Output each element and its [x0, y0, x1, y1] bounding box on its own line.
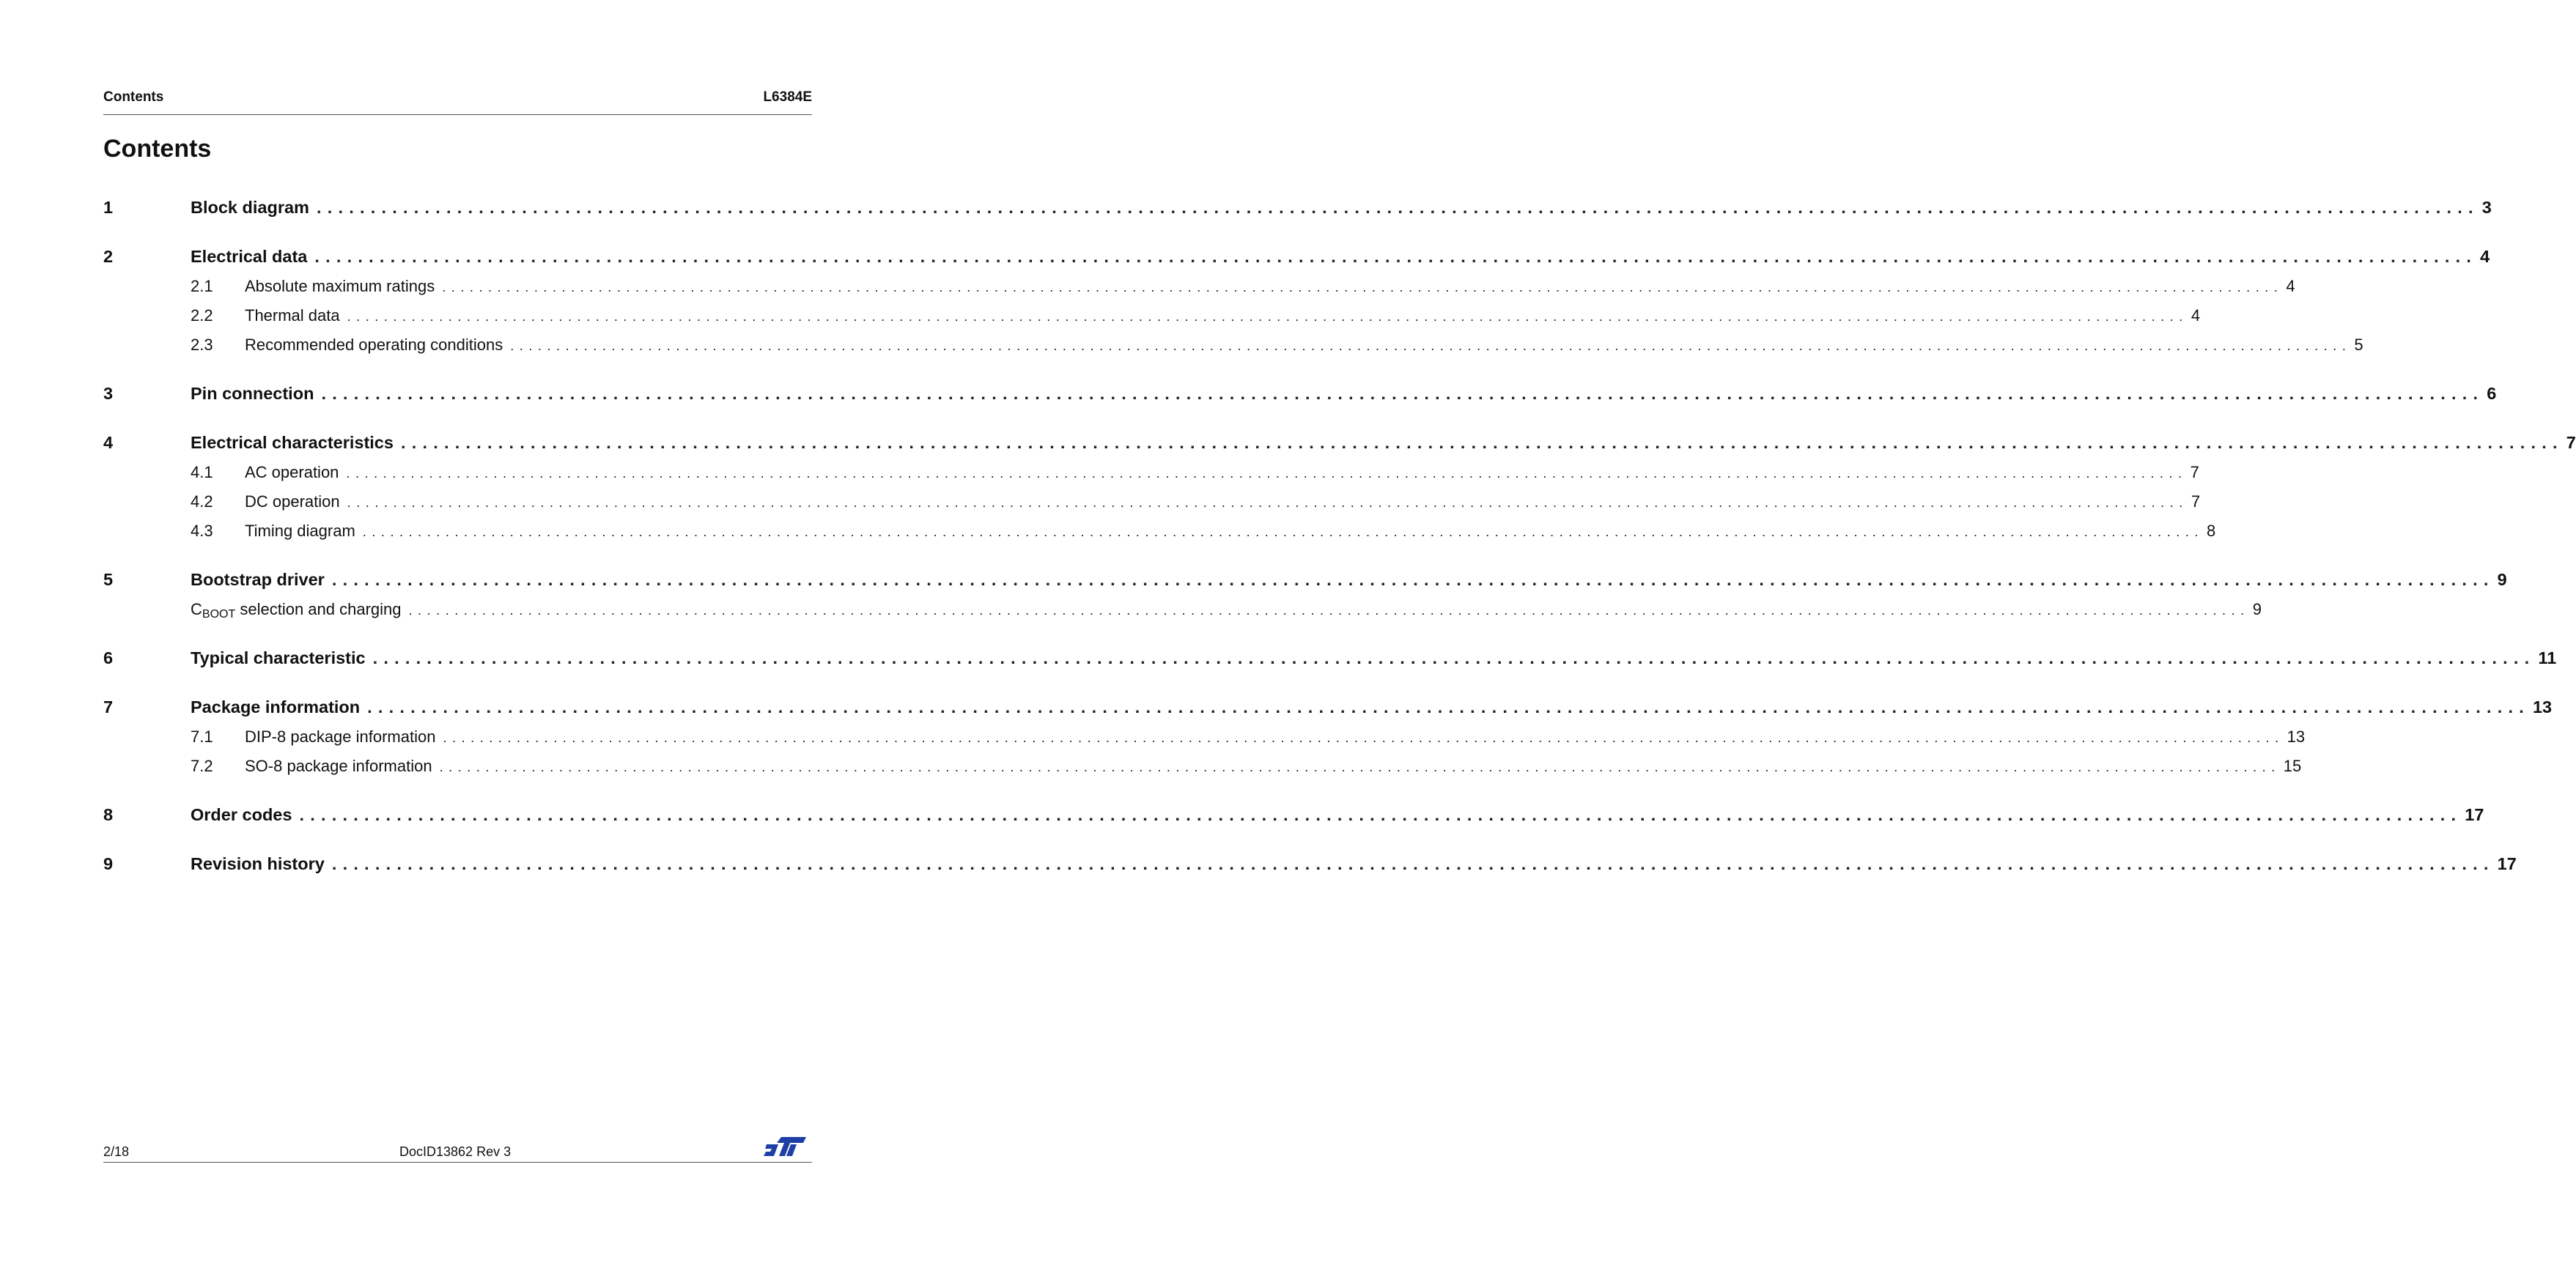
toc-leader-dots: ........................................................................................................................................................................................................	[510, 338, 2352, 353]
toc-page-number: 13	[2287, 727, 2306, 746]
toc-subsection-number: 2.3	[191, 336, 213, 354]
toc-leader-dots: ........................................................................................................................................................................................................	[331, 854, 2495, 873]
page-title: Contents	[103, 135, 212, 163]
toc-section-number: 8	[103, 805, 114, 824]
toc-entry-electrical-characteristics[interactable]	[103, 433, 2576, 463]
toc-section-title: Pin connection	[191, 384, 314, 403]
toc-page-number: 7	[2190, 463, 2199, 481]
toc-subsection-number: 7.1	[191, 727, 213, 746]
toc-page-number: 9	[2497, 570, 2507, 589]
toc-entry-bootstrap-driver[interactable]	[103, 570, 2507, 600]
toc-leader-dots: ........................................................................................................................................................................................................	[347, 495, 2188, 510]
toc-page-number: 11	[2538, 648, 2557, 667]
cboot-title-rest: selection and charging	[235, 600, 402, 618]
toc-entry-order-codes[interactable]	[103, 805, 2484, 835]
toc-entry-timing-diagram[interactable]	[103, 522, 2216, 551]
toc-leader-dots: ........................................................................................................................................................................................................	[314, 247, 2478, 266]
toc-section-title: Order codes	[191, 805, 292, 824]
toc-leader-dots: ........................................................................................................................................................................................................	[442, 280, 2284, 295]
toc-page-number: 7	[2191, 492, 2201, 511]
toc-section-number: 6	[103, 648, 114, 667]
toc-section-title: Typical characteristic	[191, 648, 366, 667]
toc-subsection-title: Absolute maximum ratings	[245, 277, 435, 295]
footer-page-number: 2/18	[103, 1144, 130, 1159]
toc-subsection-number: 4.3	[191, 522, 213, 540]
toc-leader-dots: ........................................................................................................................................................................................................	[321, 384, 2484, 403]
toc-leader-dots: ........................................................................................................................................................................................................	[372, 648, 2536, 667]
toc-section-number: 5	[103, 570, 114, 589]
toc-entry-thermal-data[interactable]	[103, 306, 2201, 336]
toc-page-number: 4	[2480, 247, 2490, 266]
toc-subsection-title: AC operation	[245, 463, 339, 481]
toc-leader-dots: ........................................................................................................................................................................................................	[443, 730, 2284, 745]
toc-section-number: 1	[103, 198, 114, 217]
footer-document-id: DocID13862 Rev 3	[399, 1144, 512, 1159]
toc-entry-absolute-maximum-ratings[interactable]	[103, 277, 2295, 306]
toc-subsection-title: SO-8 package information	[245, 757, 432, 775]
page-footer	[103, 1141, 812, 1163]
toc-leader-dots: ........................................................................................................................................................................................................	[331, 570, 2495, 589]
toc-entry-revision-history[interactable]	[103, 854, 2517, 884]
toc-leader-dots: ........................................................................................................................................................................................................	[439, 760, 2281, 774]
toc-subsection-title	[191, 600, 409, 621]
toc-leader-dots: ........................................................................................................................................................................................................	[316, 198, 2479, 217]
toc-page-number: 4	[2191, 306, 2201, 325]
page-header	[103, 89, 812, 115]
header-part-number: L6384E	[763, 89, 812, 105]
toc-entry-block-diagram[interactable]	[103, 198, 2492, 228]
toc-leader-dots: ........................................................................................................................................................................................................	[347, 309, 2188, 324]
toc-section-title: Block diagram	[191, 198, 309, 217]
toc-subsection-number: 4.2	[191, 492, 213, 511]
toc-leader-dots: ........................................................................................................................................................................................................	[362, 525, 2204, 539]
toc-leader-dots: ........................................................................................................................................................................................................	[367, 697, 2530, 716]
st-logo-icon	[764, 1134, 808, 1159]
toc-page-number: 4	[2286, 277, 2295, 295]
toc-section-number: 7	[103, 697, 114, 716]
toc-page-number: 17	[2497, 854, 2517, 873]
toc-subsection-title: Timing diagram	[245, 522, 355, 540]
toc-leader-dots: ........................................................................................................................................................................................................	[400, 433, 2564, 452]
toc-leader-dots: ........................................................................................................................................................................................................	[299, 805, 2462, 824]
cboot-prefix: C	[191, 600, 202, 618]
toc-section-number: 2	[103, 247, 114, 266]
toc-leader-dots: ........................................................................................................................................................................................................	[408, 603, 2250, 618]
toc-page-number: 7	[2566, 433, 2576, 452]
toc-subsection-number: 7.2	[191, 757, 213, 775]
toc-section-title: Package information	[191, 697, 361, 716]
toc-section-title: Electrical data	[191, 247, 308, 266]
toc-page-number: 3	[2481, 198, 2492, 217]
toc-section-number: 4	[103, 433, 114, 452]
toc-section-title: Revision history	[191, 854, 325, 873]
toc-subsection-number: 2.2	[191, 306, 213, 325]
toc-entry-electrical-data[interactable]	[103, 247, 2490, 277]
toc-subsection-title: Thermal data	[245, 306, 340, 325]
toc-page-number: 9	[2252, 600, 2262, 618]
toc-section-title: Electrical characteristics	[191, 433, 394, 452]
toc-entry-pin-connection[interactable]	[103, 384, 2497, 414]
toc-subsection-title: DC operation	[245, 492, 340, 511]
toc-entry-typical-characteristic[interactable]	[103, 648, 2557, 678]
toc-entry-dip8-package-information[interactable]	[103, 727, 2306, 757]
cboot-subscript: BOOT	[202, 608, 236, 621]
toc-entry-so8-package-information[interactable]	[103, 757, 2302, 786]
toc-entry-ac-operation[interactable]	[103, 463, 2199, 492]
toc-subsection-number: 2.1	[191, 277, 213, 295]
toc-entry-recommended-operating-conditions[interactable]	[103, 336, 2363, 365]
table-of-contents	[103, 198, 2576, 884]
toc-section-title: Bootstrap driver	[191, 570, 325, 589]
toc-entry-cboot-selection-and-charging[interactable]	[103, 600, 2262, 629]
toc-subsection-title: Recommended operating conditions	[245, 336, 503, 354]
toc-entry-package-information[interactable]	[103, 697, 2553, 727]
toc-leader-dots: ........................................................................................................................................................................................................	[346, 466, 2188, 481]
toc-section-number: 3	[103, 384, 114, 403]
toc-page-number: 13	[2532, 697, 2553, 716]
toc-page-number: 15	[2283, 757, 2302, 775]
toc-subsection-number: 4.1	[191, 463, 213, 481]
header-section-label: Contents	[103, 89, 164, 105]
toc-page-number: 6	[2487, 384, 2497, 403]
toc-subsection-title: DIP-8 package information	[245, 727, 436, 746]
toc-page-number: 17	[2465, 805, 2484, 824]
toc-page-number: 5	[2354, 336, 2363, 354]
toc-section-number: 9	[103, 854, 114, 873]
toc-page-number: 8	[2207, 522, 2216, 540]
toc-entry-dc-operation[interactable]	[103, 492, 2201, 522]
